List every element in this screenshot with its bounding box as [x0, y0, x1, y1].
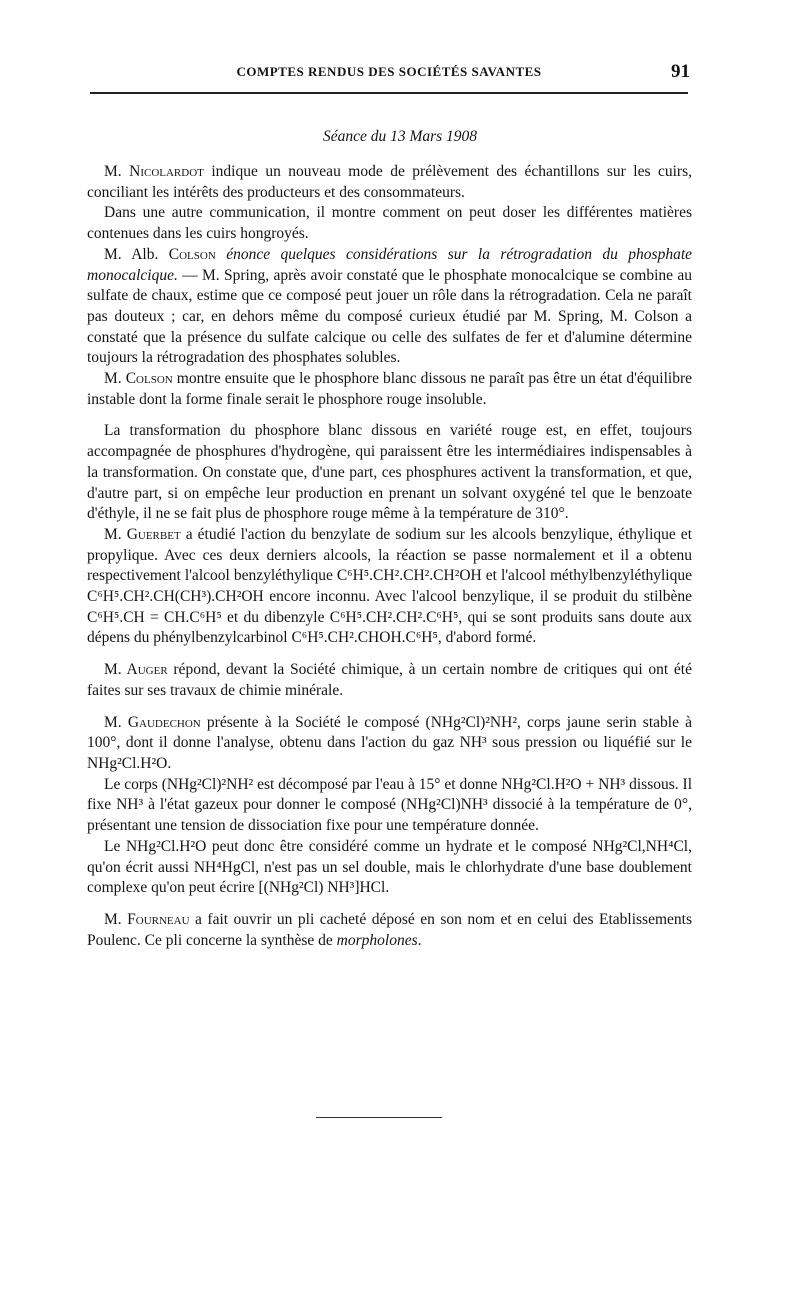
- speaker-name: Colson: [168, 245, 216, 263]
- end-rule: [316, 1117, 442, 1118]
- paragraph-gaudechon-2: [87, 775, 692, 837]
- paragraph-text: — M. Spring, après avoir constaté que le phosphate monocalcique se combine au sulfate de chaux, estime que ce composé peut jouer un rôle dans la rétrogradation. Cela ne paraît pas douteux ; car, en dehors même du composé curieux étudié par M. Spring, M. Colson a constaté que la présence du sulfate calcique ou celle des sulfates de fer et d'alumine détermine toujours la rétrogradation des phosphates solubles.: [87, 266, 692, 367]
- paragraph-text: Le NHg²Cl.H²O peut donc être considéré comme un hydrate et le composé NHg²Cl,NH⁴Cl, qu'on écrit aussi NH⁴HgCl, n'est pas un sel double, mais le chlorhydrate d'une base doublement complexe qu'on peut écrire [(NHg²Cl) NH³]HCl.: [87, 837, 692, 897]
- speaker-name: M. Guerbet: [104, 525, 181, 543]
- paragraph-text: a étudié l'action du benzylate de sodium sur les alcools benzylique, éthylique et propylique. Avec ces deux derniers alcools, la réaction se passe normalement et il a obtenu respectivement l'alcool benzyléthylique C⁶H⁵.CH².CH².CH²OH et l'alcool méthylbenzyléthylique C⁶H⁵.CH².CH(CH³).CH²OH encore inconnu. Avec l'alcool benzylique, il se produit du stilbène C⁶H⁵.CH = CH.C⁶H⁵ et du dibenzyle C⁶H⁵.CH².CH².C⁶H⁵, qui se sont produits sans doute aux dépens du phénylbenzylcarbinol C⁶H⁵.CH².CHOH.C⁶H⁵, d'abord formé.: [87, 525, 692, 647]
- speaker-prefix: M. Alb.: [104, 245, 169, 263]
- header-rule: [90, 92, 688, 94]
- speaker-prefix: M.: [104, 370, 126, 388]
- speaker-name: M. Gaudechon: [104, 713, 201, 731]
- paragraph-colson-2: [87, 369, 692, 410]
- paragraph-text: La transformation du phosphore blanc dissous en variété rouge est, en effet, toujours accompagnée de phosphures d'hydrogène, qui paraissent être les intermédiaires indispensables à la transformation. On constate que, d'une part, ces phosphures activent la transformation, et que, d'autre part, si on empêche leur production en prenant un solvant oxygéné tel que le benzoate d'éthyle, il ne se fait plus de phosphore rouge même à la température de 310°.: [87, 422, 692, 523]
- paragraph-text: répond, devant la Société chimique, à un certain nombre de critiques qui ont été faites sur ses travaux de chimie minérale.: [87, 661, 692, 699]
- paragraph-auger: [87, 660, 692, 701]
- speaker-name: M. Fourneau: [104, 910, 190, 928]
- paragraph-guerbet: [87, 525, 692, 649]
- paragraph-gaudechon: [87, 713, 692, 775]
- session-title: Séance du 13 Mars 1908: [322, 128, 478, 145]
- paragraph-italic-term: morpholones: [336, 931, 418, 949]
- body-text: [87, 162, 692, 951]
- running-head: [88, 62, 690, 86]
- paragraph-gaudechon-3: [87, 837, 692, 899]
- speaker-name: M. Auger: [104, 661, 168, 679]
- paragraph-nicolardot: [87, 162, 692, 203]
- paragraph-text: a fait ouvrir un pli cacheté déposé en son nom et en celui des Etablissements Poulenc. Ce pli concerne la synthèse de: [87, 910, 692, 949]
- paragraph-text: indique un nouveau mode de prélèvement des échantillons sur les cuirs, conciliant les intérêts des producteurs et des consommateurs.: [87, 163, 692, 201]
- paragraph-text: présente à la Société le composé (NHg²Cl)²NH², corps jaune serin stable à 100°, dont il donne l'analyse, obtenu dans l'action du gaz NH³ sous pression ou liquéfié sur le NHg²Cl.H²O.: [87, 713, 692, 772]
- paragraph-colson-1: [87, 245, 692, 369]
- paragraph-transformation: [87, 421, 692, 525]
- paragraph-italic-title: énonce quelques considérations sur la rétrogradation du phosphate monocalcique.: [87, 245, 693, 284]
- paragraph-text: montre ensuite que le phosphore blanc dissous ne paraît pas être un état d'équilibre instable dont la forme finale serait le phosphore rouge insoluble.: [87, 370, 692, 408]
- running-title: COMPTES RENDUS DES SOCIÉTÉS SAVANTES: [236, 64, 542, 79]
- page-number: 91: [671, 61, 690, 82]
- paragraph-text: Dans une autre communication, il montre comment on peut doser les différentes matières contenues dans les cuirs hongroyés.: [87, 204, 692, 243]
- speaker-name: M. Nicolardot: [104, 163, 204, 180]
- speaker-name: Colson: [125, 370, 173, 388]
- paragraph-nicolardot-cont: [87, 203, 692, 244]
- paragraph-fourneau: [87, 910, 692, 951]
- paragraph-text-end: .: [417, 931, 422, 949]
- paragraph-text: Le corps (NHg²Cl)²NH² est décomposé par l'eau à 15° et donne NHg²Cl.H²O + NH³ dissous. Il fixe NH³ à l'état gazeux pour donner le composé (NHg²Cl)NH³ dissocié à la température de 0°, présentant une tension de dissociation fixe pour une température donnée.: [87, 775, 692, 835]
